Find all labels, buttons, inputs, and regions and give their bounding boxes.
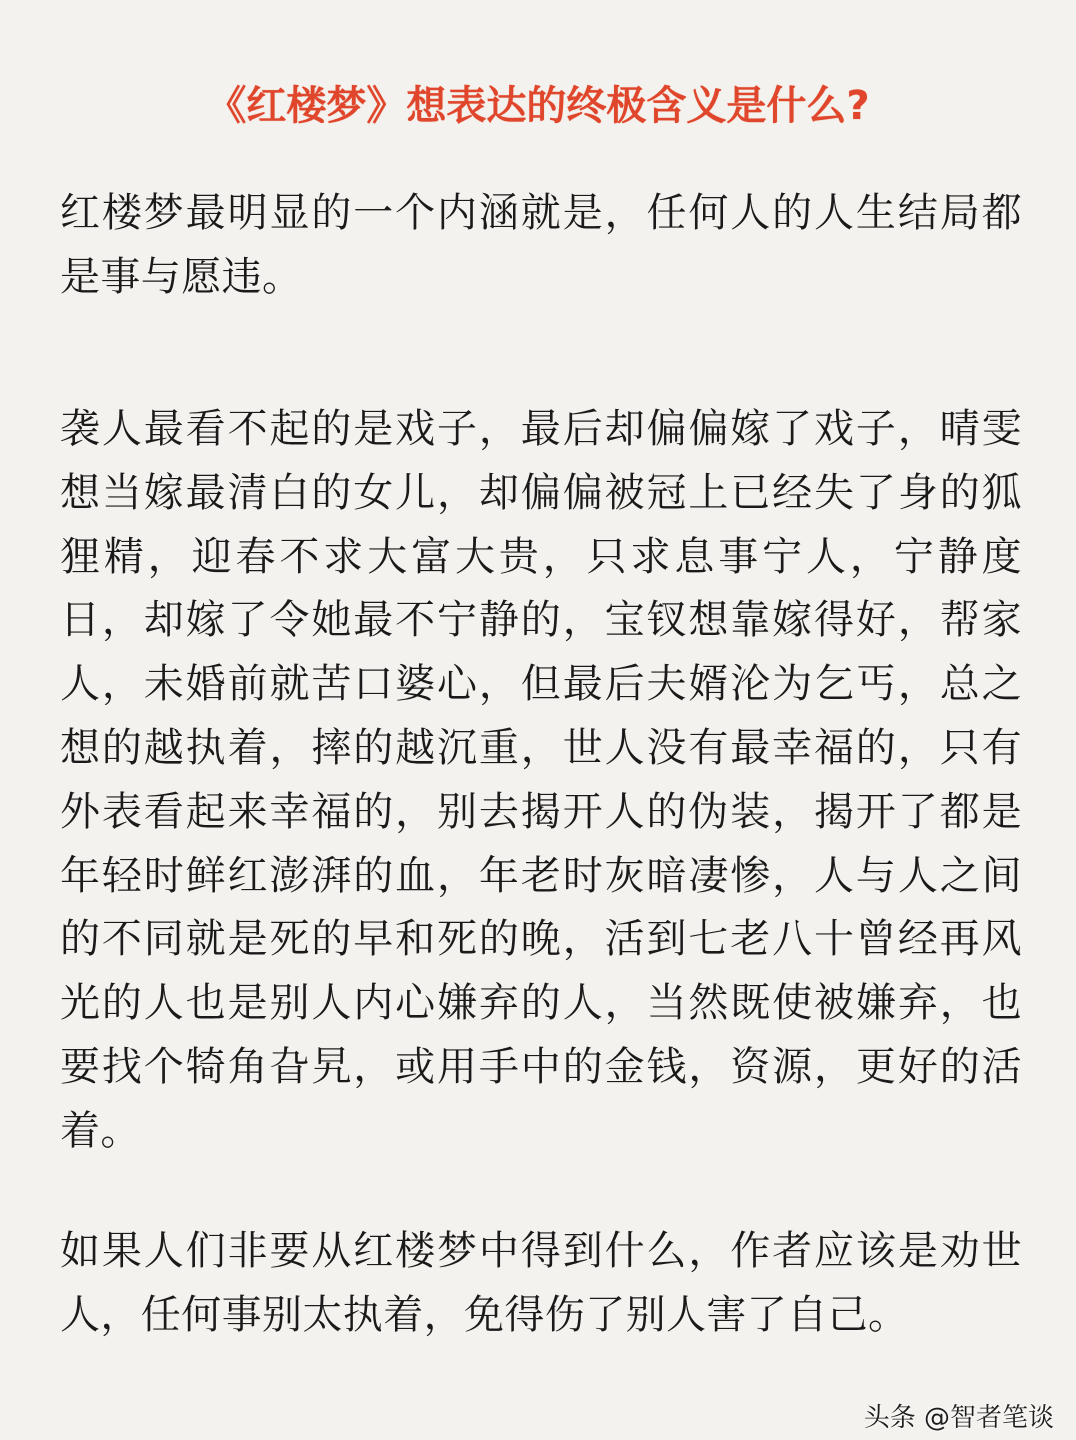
paragraph-intro: 红楼梦最明显的一个内涵就是，任何人的人生结局都是事与愿违。: [60, 190, 1022, 300]
paragraph-conclusion: 如果人们非要从红楼梦中得到什么，作者应该是劝世人，任何事别太执着，免得伤了别人害了自己。: [60, 1228, 1022, 1338]
article-title: 《红楼梦》想表达的终极含义是什么?: [206, 83, 870, 129]
source-watermark: 头条 @智者笔谈: [863, 1403, 1054, 1433]
paragraph-examples: 袭人最看不起的是戏子，最后却偏偏嫁了戏子，晴雯想当嫁最清白的女儿，却偏偏被冠上已经失了身的狐狸精，迎春不求大富大贵，只求息事宁人，宁静度日，却嫁了令她最不宁静的，宝钗想靠嫁得好，帮家人，未婚前就苦口婆心，但最后夫婿沦为乞丐，总之想的越执着，摔的越沉重，世人没有最幸福的，只有外表看起来幸福的，别去揭开人的伪装，揭开了都是年轻时鲜红澎湃的血，年老时灰暗凄惨，人与人之间的不同就是死的早和死的晚，活到七老八十曾经再风光的人也是别人内心嫌弃的人，当然既使被嫌弃，也要找个犄角旮旯，或用手中的金钱，资源，更好的活着。: [60, 406, 1022, 1154]
